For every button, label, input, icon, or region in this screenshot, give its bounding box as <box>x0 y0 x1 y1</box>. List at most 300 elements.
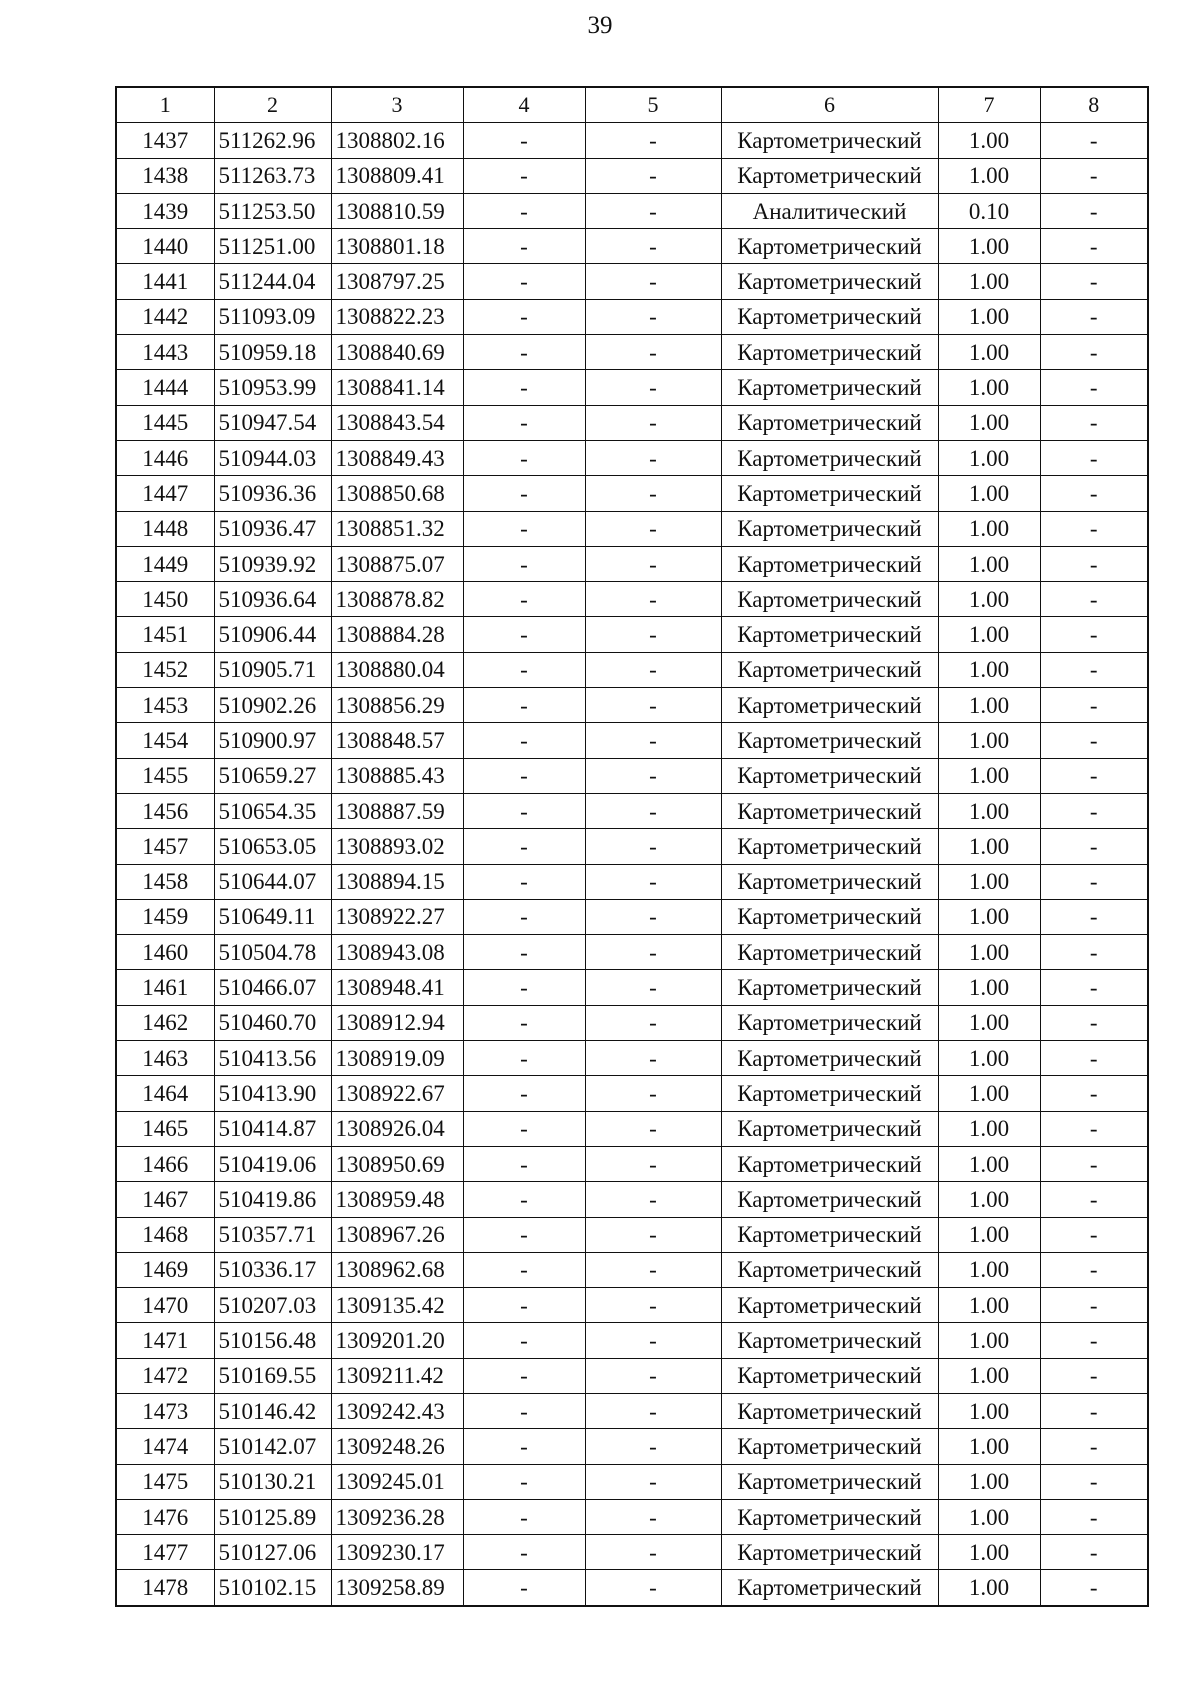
y-coordinate-cell: 1308875.07 <box>331 546 463 581</box>
y-coordinate-cell: 1308810.59 <box>331 193 463 228</box>
table-row <box>116 688 1148 723</box>
column-8-cell: - <box>1040 158 1148 193</box>
table-row <box>116 1535 1148 1570</box>
point-number-cell: 1476 <box>116 1499 214 1534</box>
column-5-cell: - <box>585 1182 721 1217</box>
y-coordinate-cell: 1309242.43 <box>331 1393 463 1428</box>
method-cell: Картометрический <box>721 758 938 793</box>
x-coordinate-cell: 510466.07 <box>214 970 331 1005</box>
method-cell: Картометрический <box>721 158 938 193</box>
method-cell: Картометрический <box>721 1464 938 1499</box>
accuracy-cell: 1.00 <box>938 123 1040 158</box>
accuracy-cell: 1.00 <box>938 370 1040 405</box>
method-cell: Картометрический <box>721 1111 938 1146</box>
table-row <box>116 1076 1148 1111</box>
method-cell: Картометрический <box>721 1323 938 1358</box>
point-number-cell: 1457 <box>116 829 214 864</box>
y-coordinate-cell: 1309258.89 <box>331 1570 463 1606</box>
x-coordinate-cell: 510944.03 <box>214 440 331 475</box>
accuracy-cell: 1.00 <box>938 970 1040 1005</box>
y-coordinate-cell: 1309236.28 <box>331 1499 463 1534</box>
method-cell: Картометрический <box>721 1005 938 1040</box>
accuracy-cell: 1.00 <box>938 1252 1040 1287</box>
x-coordinate-cell: 510413.90 <box>214 1076 331 1111</box>
accuracy-cell: 1.00 <box>938 264 1040 299</box>
column-header: 1 <box>116 87 214 123</box>
accuracy-cell: 1.00 <box>938 582 1040 617</box>
x-coordinate-cell: 511263.73 <box>214 158 331 193</box>
x-coordinate-cell: 510902.26 <box>214 688 331 723</box>
x-coordinate-cell: 510936.64 <box>214 582 331 617</box>
point-number-cell: 1464 <box>116 1076 214 1111</box>
point-number-cell: 1440 <box>116 229 214 264</box>
accuracy-cell: 1.00 <box>938 1323 1040 1358</box>
x-coordinate-cell: 510336.17 <box>214 1252 331 1287</box>
column-5-cell: - <box>585 335 721 370</box>
method-cell: Картометрический <box>721 335 938 370</box>
column-4-cell: - <box>463 1393 585 1428</box>
column-8-cell: - <box>1040 1535 1148 1570</box>
point-number-cell: 1474 <box>116 1429 214 1464</box>
method-cell: Картометрический <box>721 123 938 158</box>
y-coordinate-cell: 1309201.20 <box>331 1323 463 1358</box>
x-coordinate-cell: 510654.35 <box>214 793 331 828</box>
accuracy-cell: 1.00 <box>938 1041 1040 1076</box>
method-cell: Картометрический <box>721 899 938 934</box>
column-8-cell: - <box>1040 546 1148 581</box>
column-5-cell: - <box>585 1323 721 1358</box>
accuracy-cell: 1.00 <box>938 1429 1040 1464</box>
column-5-cell: - <box>585 1076 721 1111</box>
x-coordinate-cell: 510419.06 <box>214 1146 331 1181</box>
point-number-cell: 1453 <box>116 688 214 723</box>
column-5-cell: - <box>585 617 721 652</box>
column-4-cell: - <box>463 899 585 934</box>
accuracy-cell: 1.00 <box>938 1393 1040 1428</box>
x-coordinate-cell: 510905.71 <box>214 652 331 687</box>
x-coordinate-cell: 510156.48 <box>214 1323 331 1358</box>
column-header: 6 <box>721 87 938 123</box>
coordinates-table <box>115 86 1149 1607</box>
point-number-cell: 1456 <box>116 793 214 828</box>
accuracy-cell: 1.00 <box>938 1358 1040 1393</box>
column-4-cell: - <box>463 617 585 652</box>
point-number-cell: 1472 <box>116 1358 214 1393</box>
table-row <box>116 1323 1148 1358</box>
column-5-cell: - <box>585 1288 721 1323</box>
x-coordinate-cell: 510953.99 <box>214 370 331 405</box>
column-4-cell: - <box>463 688 585 723</box>
method-cell: Картометрический <box>721 688 938 723</box>
table-row <box>116 123 1148 158</box>
x-coordinate-cell: 510207.03 <box>214 1288 331 1323</box>
y-coordinate-cell: 1308840.69 <box>331 335 463 370</box>
accuracy-cell: 1.00 <box>938 1005 1040 1040</box>
method-cell: Картометрический <box>721 793 938 828</box>
column-4-cell: - <box>463 758 585 793</box>
table-row <box>116 1464 1148 1499</box>
point-number-cell: 1439 <box>116 193 214 228</box>
table-row <box>116 652 1148 687</box>
table-row <box>116 617 1148 652</box>
column-8-cell: - <box>1040 899 1148 934</box>
accuracy-cell: 1.00 <box>938 229 1040 264</box>
table-row <box>116 1429 1148 1464</box>
point-number-cell: 1471 <box>116 1323 214 1358</box>
method-cell: Картометрический <box>721 1535 938 1570</box>
column-8-cell: - <box>1040 405 1148 440</box>
x-coordinate-cell: 510936.36 <box>214 476 331 511</box>
table-row <box>116 829 1148 864</box>
column-4-cell: - <box>463 1005 585 1040</box>
column-5-cell: - <box>585 1252 721 1287</box>
accuracy-cell: 0.10 <box>938 193 1040 228</box>
point-number-cell: 1444 <box>116 370 214 405</box>
y-coordinate-cell: 1309135.42 <box>331 1288 463 1323</box>
accuracy-cell: 1.00 <box>938 1570 1040 1606</box>
method-cell: Картометрический <box>721 1076 938 1111</box>
y-coordinate-cell: 1308919.09 <box>331 1041 463 1076</box>
x-coordinate-cell: 511093.09 <box>214 299 331 334</box>
column-5-cell: - <box>585 1535 721 1570</box>
x-coordinate-cell: 510939.92 <box>214 546 331 581</box>
column-4-cell: - <box>463 405 585 440</box>
column-8-cell: - <box>1040 370 1148 405</box>
column-header: 8 <box>1040 87 1148 123</box>
x-coordinate-cell: 510142.07 <box>214 1429 331 1464</box>
column-5-cell: - <box>585 1005 721 1040</box>
y-coordinate-cell: 1308943.08 <box>331 935 463 970</box>
y-coordinate-cell: 1308959.48 <box>331 1182 463 1217</box>
column-8-cell: - <box>1040 1288 1148 1323</box>
column-8-cell: - <box>1040 511 1148 546</box>
y-coordinate-cell: 1308922.67 <box>331 1076 463 1111</box>
column-4-cell: - <box>463 829 585 864</box>
column-4-cell: - <box>463 264 585 299</box>
accuracy-cell: 1.00 <box>938 935 1040 970</box>
column-8-cell: - <box>1040 1076 1148 1111</box>
column-5-cell: - <box>585 970 721 1005</box>
x-coordinate-cell: 510659.27 <box>214 758 331 793</box>
column-4-cell: - <box>463 158 585 193</box>
point-number-cell: 1468 <box>116 1217 214 1252</box>
method-cell: Картометрический <box>721 652 938 687</box>
column-4-cell: - <box>463 229 585 264</box>
y-coordinate-cell: 1309248.26 <box>331 1429 463 1464</box>
method-cell: Картометрический <box>721 1217 938 1252</box>
y-coordinate-cell: 1308801.18 <box>331 229 463 264</box>
column-8-cell: - <box>1040 793 1148 828</box>
column-8-cell: - <box>1040 688 1148 723</box>
accuracy-cell: 1.00 <box>938 440 1040 475</box>
table-body <box>116 87 1148 1606</box>
y-coordinate-cell: 1308962.68 <box>331 1252 463 1287</box>
column-5-cell: - <box>585 1358 721 1393</box>
column-8-cell: - <box>1040 829 1148 864</box>
table-row <box>116 1570 1148 1606</box>
column-5-cell: - <box>585 405 721 440</box>
x-coordinate-cell: 510460.70 <box>214 1005 331 1040</box>
y-coordinate-cell: 1308856.29 <box>331 688 463 723</box>
column-5-cell: - <box>585 1464 721 1499</box>
table-row <box>116 1252 1148 1287</box>
accuracy-cell: 1.00 <box>938 1146 1040 1181</box>
table-row <box>116 899 1148 934</box>
x-coordinate-cell: 510414.87 <box>214 1111 331 1146</box>
x-coordinate-cell: 510419.86 <box>214 1182 331 1217</box>
column-header: 4 <box>463 87 585 123</box>
method-cell: Картометрический <box>721 405 938 440</box>
y-coordinate-cell: 1308893.02 <box>331 829 463 864</box>
x-coordinate-cell: 510125.89 <box>214 1499 331 1534</box>
point-number-cell: 1465 <box>116 1111 214 1146</box>
table-row <box>116 1041 1148 1076</box>
accuracy-cell: 1.00 <box>938 1111 1040 1146</box>
y-coordinate-cell: 1309211.42 <box>331 1358 463 1393</box>
method-cell: Картометрический <box>721 723 938 758</box>
column-4-cell: - <box>463 1076 585 1111</box>
point-number-cell: 1462 <box>116 1005 214 1040</box>
column-8-cell: - <box>1040 652 1148 687</box>
table-row <box>116 511 1148 546</box>
point-number-cell: 1467 <box>116 1182 214 1217</box>
column-4-cell: - <box>463 1429 585 1464</box>
accuracy-cell: 1.00 <box>938 299 1040 334</box>
point-number-cell: 1478 <box>116 1570 214 1606</box>
table-row <box>116 370 1148 405</box>
method-cell: Картометрический <box>721 299 938 334</box>
column-5-cell: - <box>585 546 721 581</box>
table-row <box>116 935 1148 970</box>
point-number-cell: 1442 <box>116 299 214 334</box>
column-8-cell: - <box>1040 1499 1148 1534</box>
method-cell: Картометрический <box>721 546 938 581</box>
column-4-cell: - <box>463 970 585 1005</box>
accuracy-cell: 1.00 <box>938 546 1040 581</box>
column-4-cell: - <box>463 652 585 687</box>
y-coordinate-cell: 1308912.94 <box>331 1005 463 1040</box>
accuracy-cell: 1.00 <box>938 1076 1040 1111</box>
column-8-cell: - <box>1040 1323 1148 1358</box>
column-8-cell: - <box>1040 264 1148 299</box>
point-number-cell: 1460 <box>116 935 214 970</box>
column-4-cell: - <box>463 299 585 334</box>
point-number-cell: 1477 <box>116 1535 214 1570</box>
x-coordinate-cell: 510102.15 <box>214 1570 331 1606</box>
method-cell: Картометрический <box>721 935 938 970</box>
method-cell: Картометрический <box>721 370 938 405</box>
point-number-cell: 1449 <box>116 546 214 581</box>
column-4-cell: - <box>463 1041 585 1076</box>
y-coordinate-cell: 1308948.41 <box>331 970 463 1005</box>
x-coordinate-cell: 510649.11 <box>214 899 331 934</box>
column-5-cell: - <box>585 1499 721 1534</box>
column-8-cell: - <box>1040 1252 1148 1287</box>
table-row <box>116 299 1148 334</box>
column-5-cell: - <box>585 1111 721 1146</box>
table-row <box>116 1358 1148 1393</box>
accuracy-cell: 1.00 <box>938 476 1040 511</box>
y-coordinate-cell: 1308797.25 <box>331 264 463 299</box>
point-number-cell: 1463 <box>116 1041 214 1076</box>
x-coordinate-cell: 510130.21 <box>214 1464 331 1499</box>
column-5-cell: - <box>585 582 721 617</box>
point-number-cell: 1438 <box>116 158 214 193</box>
y-coordinate-cell: 1308822.23 <box>331 299 463 334</box>
column-5-cell: - <box>585 899 721 934</box>
column-8-cell: - <box>1040 1005 1148 1040</box>
column-header: 5 <box>585 87 721 123</box>
method-cell: Картометрический <box>721 1570 938 1606</box>
x-coordinate-cell: 510900.97 <box>214 723 331 758</box>
y-coordinate-cell: 1308887.59 <box>331 793 463 828</box>
column-5-cell: - <box>585 158 721 193</box>
column-5-cell: - <box>585 652 721 687</box>
table-row <box>116 1111 1148 1146</box>
column-5-cell: - <box>585 370 721 405</box>
x-coordinate-cell: 511253.50 <box>214 193 331 228</box>
column-5-cell: - <box>585 1393 721 1428</box>
column-header: 7 <box>938 87 1040 123</box>
column-5-cell: - <box>585 264 721 299</box>
x-coordinate-cell: 510146.42 <box>214 1393 331 1428</box>
point-number-cell: 1450 <box>116 582 214 617</box>
column-8-cell: - <box>1040 299 1148 334</box>
column-4-cell: - <box>463 723 585 758</box>
column-header: 2 <box>214 87 331 123</box>
column-5-cell: - <box>585 193 721 228</box>
column-4-cell: - <box>463 476 585 511</box>
y-coordinate-cell: 1308848.57 <box>331 723 463 758</box>
accuracy-cell: 1.00 <box>938 1182 1040 1217</box>
accuracy-cell: 1.00 <box>938 1288 1040 1323</box>
point-number-cell: 1446 <box>116 440 214 475</box>
method-cell: Картометрический <box>721 1358 938 1393</box>
point-number-cell: 1466 <box>116 1146 214 1181</box>
method-cell: Картометрический <box>721 1499 938 1534</box>
column-5-cell: - <box>585 476 721 511</box>
point-number-cell: 1441 <box>116 264 214 299</box>
table-row <box>116 723 1148 758</box>
column-4-cell: - <box>463 1464 585 1499</box>
accuracy-cell: 1.00 <box>938 723 1040 758</box>
column-8-cell: - <box>1040 335 1148 370</box>
table-row <box>116 1499 1148 1534</box>
method-cell: Картометрический <box>721 511 938 546</box>
method-cell: Картометрический <box>721 1393 938 1428</box>
table-row <box>116 1146 1148 1181</box>
column-4-cell: - <box>463 1217 585 1252</box>
y-coordinate-cell: 1308885.43 <box>331 758 463 793</box>
column-4-cell: - <box>463 511 585 546</box>
column-5-cell: - <box>585 123 721 158</box>
accuracy-cell: 1.00 <box>938 688 1040 723</box>
y-coordinate-cell: 1308851.32 <box>331 511 463 546</box>
accuracy-cell: 1.00 <box>938 158 1040 193</box>
x-coordinate-cell: 510127.06 <box>214 1535 331 1570</box>
y-coordinate-cell: 1309245.01 <box>331 1464 463 1499</box>
x-coordinate-cell: 511244.04 <box>214 264 331 299</box>
table-row <box>116 1393 1148 1428</box>
x-coordinate-cell: 510169.55 <box>214 1358 331 1393</box>
x-coordinate-cell: 511262.96 <box>214 123 331 158</box>
column-8-cell: - <box>1040 1041 1148 1076</box>
column-8-cell: - <box>1040 193 1148 228</box>
column-8-cell: - <box>1040 723 1148 758</box>
column-8-cell: - <box>1040 1182 1148 1217</box>
page-number: 39 <box>587 12 613 39</box>
accuracy-cell: 1.00 <box>938 758 1040 793</box>
column-5-cell: - <box>585 1041 721 1076</box>
method-cell: Картометрический <box>721 829 938 864</box>
accuracy-cell: 1.00 <box>938 864 1040 899</box>
column-4-cell: - <box>463 1288 585 1323</box>
table-row <box>116 793 1148 828</box>
column-4-cell: - <box>463 370 585 405</box>
column-5-cell: - <box>585 723 721 758</box>
table-row <box>116 440 1148 475</box>
y-coordinate-cell: 1308926.04 <box>331 1111 463 1146</box>
column-4-cell: - <box>463 546 585 581</box>
column-5-cell: - <box>585 864 721 899</box>
column-8-cell: - <box>1040 864 1148 899</box>
method-cell: Аналитический <box>721 193 938 228</box>
column-4-cell: - <box>463 1323 585 1358</box>
method-cell: Картометрический <box>721 264 938 299</box>
column-4-cell: - <box>463 1182 585 1217</box>
table-row <box>116 758 1148 793</box>
method-cell: Картометрический <box>721 1288 938 1323</box>
method-cell: Картометрический <box>721 970 938 1005</box>
accuracy-cell: 1.00 <box>938 1464 1040 1499</box>
column-5-cell: - <box>585 1146 721 1181</box>
accuracy-cell: 1.00 <box>938 829 1040 864</box>
column-8-cell: - <box>1040 229 1148 264</box>
table-row <box>116 476 1148 511</box>
column-8-cell: - <box>1040 1111 1148 1146</box>
column-4-cell: - <box>463 793 585 828</box>
column-5-cell: - <box>585 1217 721 1252</box>
column-4-cell: - <box>463 335 585 370</box>
column-5-cell: - <box>585 299 721 334</box>
method-cell: Картометрический <box>721 1146 938 1181</box>
table-header-row <box>116 87 1148 123</box>
column-4-cell: - <box>463 582 585 617</box>
x-coordinate-cell: 510653.05 <box>214 829 331 864</box>
point-number-cell: 1469 <box>116 1252 214 1287</box>
column-5-cell: - <box>585 1429 721 1464</box>
y-coordinate-cell: 1308802.16 <box>331 123 463 158</box>
column-4-cell: - <box>463 864 585 899</box>
accuracy-cell: 1.00 <box>938 1535 1040 1570</box>
column-8-cell: - <box>1040 440 1148 475</box>
column-5-cell: - <box>585 935 721 970</box>
point-number-cell: 1475 <box>116 1464 214 1499</box>
y-coordinate-cell: 1309230.17 <box>331 1535 463 1570</box>
table-row <box>116 546 1148 581</box>
accuracy-cell: 1.00 <box>938 1499 1040 1534</box>
column-4-cell: - <box>463 1358 585 1393</box>
column-8-cell: - <box>1040 1464 1148 1499</box>
y-coordinate-cell: 1308950.69 <box>331 1146 463 1181</box>
method-cell: Картометрический <box>721 229 938 264</box>
point-number-cell: 1473 <box>116 1393 214 1428</box>
y-coordinate-cell: 1308841.14 <box>331 370 463 405</box>
y-coordinate-cell: 1308967.26 <box>331 1217 463 1252</box>
y-coordinate-cell: 1308809.41 <box>331 158 463 193</box>
y-coordinate-cell: 1308894.15 <box>331 864 463 899</box>
column-5-cell: - <box>585 793 721 828</box>
